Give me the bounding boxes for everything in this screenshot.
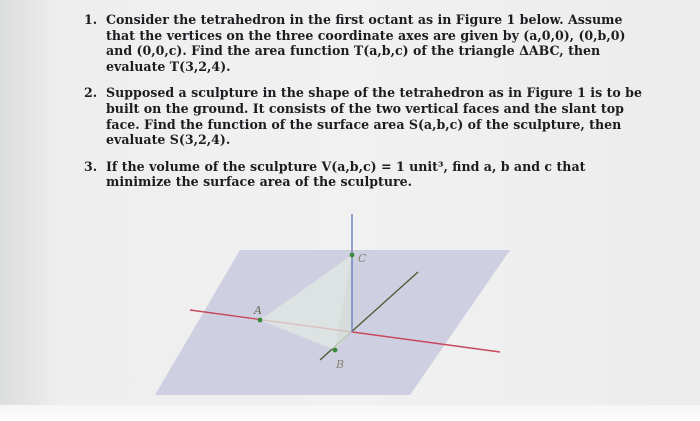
label-b: B — [336, 358, 345, 371]
vertex-a — [258, 318, 263, 323]
label-c: C — [358, 252, 367, 265]
problem-text: Consider the tetrahedron in the first octant as in Figure 1 below. Assume that the vertices on the three coordinate axes are given by (a,0,0), (0,b,0) and (0,0,c). Find the area function T(a,b,c) of the triangle ΔABC, then evaluate T(3,2,4). — [106, 12, 626, 74]
problem-3 — [84, 159, 644, 190]
problem-number: 3. — [84, 158, 98, 174]
vertex-b — [333, 348, 338, 353]
problem-text: Supposed a sculpture in the shape of the tetrahedron as in Figure 1 is to be built on the ground. It consists of the two vertical faces and the slant top face. Find the function of the surface area S(a,b,c) of the sculpture, then evaluate S(3,2,4). — [106, 85, 642, 148]
problem-text: If the volume of the sculpture V(a,b,c) = 1 unit³, find a, b and c that minimize the surface area of the sculpture. — [106, 158, 586, 190]
problem-number: 2. — [84, 85, 98, 101]
page-bottom-edge — [0, 405, 700, 421]
problem-list — [84, 12, 644, 201]
problem-number: 1. — [84, 12, 98, 27]
label-a: A — [254, 304, 262, 317]
problem-1 — [84, 12, 644, 74]
problem-2 — [84, 85, 644, 147]
vertex-c — [350, 253, 355, 258]
tetrahedron-figure — [150, 210, 570, 410]
